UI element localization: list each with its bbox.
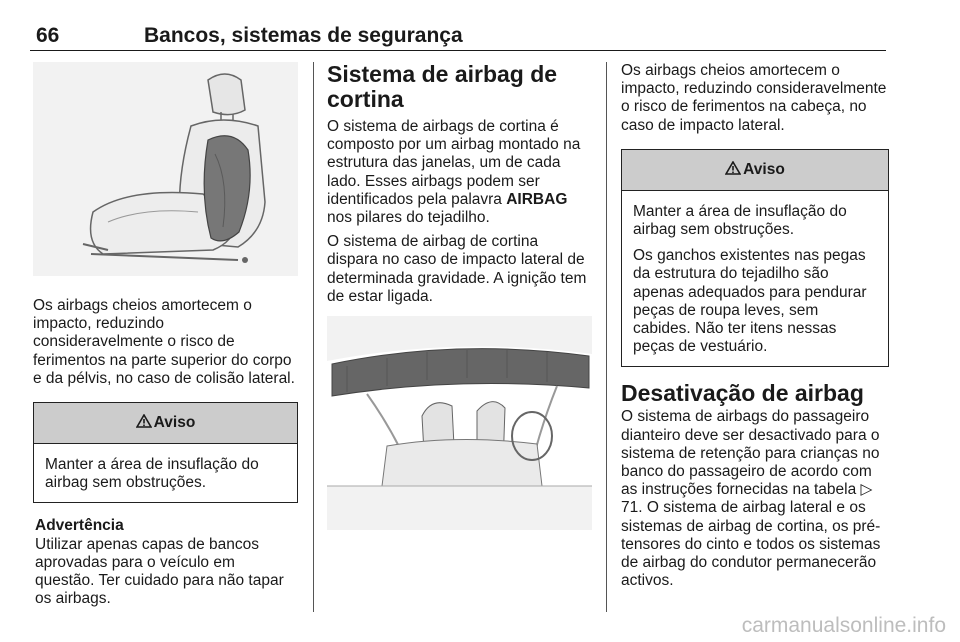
airbag-word: AIRBAG xyxy=(506,190,568,208)
warning-box xyxy=(621,149,889,368)
warning-title: Aviso xyxy=(153,414,196,432)
section-heading: Desativação de airbag xyxy=(621,380,864,407)
curtain-airbag-illustration xyxy=(327,316,592,530)
note-title: Advertência xyxy=(35,517,124,535)
warning-title: Aviso xyxy=(743,160,785,178)
warning-triangle-icon xyxy=(725,160,741,180)
column-3 xyxy=(621,62,889,590)
page-number: 66 xyxy=(36,24,60,47)
warning-text: Manter a área de insuflação do airbag sem obstruções. xyxy=(633,202,847,239)
paragraph: Os airbags cheios amortecem o impacto, reduzindo consideravelmente o risco de ferimentos na parte superior do corpo e da pélvis, no caso de colisão lateral. xyxy=(33,297,295,387)
warning-triangle-icon xyxy=(136,413,152,433)
seat-airbag-illustration xyxy=(33,62,298,276)
column-divider xyxy=(313,62,314,612)
warning-text: Os ganchos existentes nas pegas da estrutura do tejadilho são apenas adequados para pendurar peças de roupa leves, sem cabides. Não ter itens nessas peças de vestuário. xyxy=(633,247,867,356)
column-1 xyxy=(33,62,298,608)
warning-header xyxy=(34,403,297,444)
page-reference[interactable]: 71 xyxy=(621,499,639,517)
warning-header xyxy=(622,150,888,191)
column-2 xyxy=(327,62,592,535)
page-header xyxy=(30,22,886,51)
note-text: Utilizar apenas capas de bancos aprovadas para o veículo em questão. Ter cuidado para não tapar os airbags. xyxy=(35,535,284,608)
paragraph: O sistema de airbags do passageiro dianteiro deve ser desactivado para o sistema de retenção para crianças no banco do passageiro de acordo com as instruções fornecidas na tabela ▷ 71. O sistema de airbag lateral e os sistemas de airbag de cortina, os pré-tensores do cinto e todos os sistemas de airbag do condutor permanecerão activos. xyxy=(621,408,881,590)
paragraph: Os airbags cheios amortecem o impacto, reduzindo consideravelmente o risco de ferimentos na cabeça, no caso de impacto lateral. xyxy=(621,62,887,134)
warning-text: Manter a área de insuflação do airbag sem obstruções. xyxy=(45,456,259,492)
page-reference-arrow-icon: ▷ xyxy=(860,481,873,499)
watermark: carmanualsonline.info xyxy=(741,614,946,637)
warning-box xyxy=(33,402,298,503)
section-heading: Sistema de airbag de cortina xyxy=(327,61,558,112)
paragraph: O sistema de airbags de cortina é composto por um airbag montado na estrutura das janelas, um de cada lado. Esses airbags podem ser identificados pela palavra AIRBAG nos pilares do tejadilho. xyxy=(327,118,581,227)
column-divider xyxy=(606,62,607,612)
page-title: Bancos, sistemas de segurança xyxy=(144,24,463,47)
paragraph: O sistema de airbag de cortina dispara no caso de impacto lateral de determinada gravidade. A ignição tem de estar ligada. xyxy=(327,233,587,305)
